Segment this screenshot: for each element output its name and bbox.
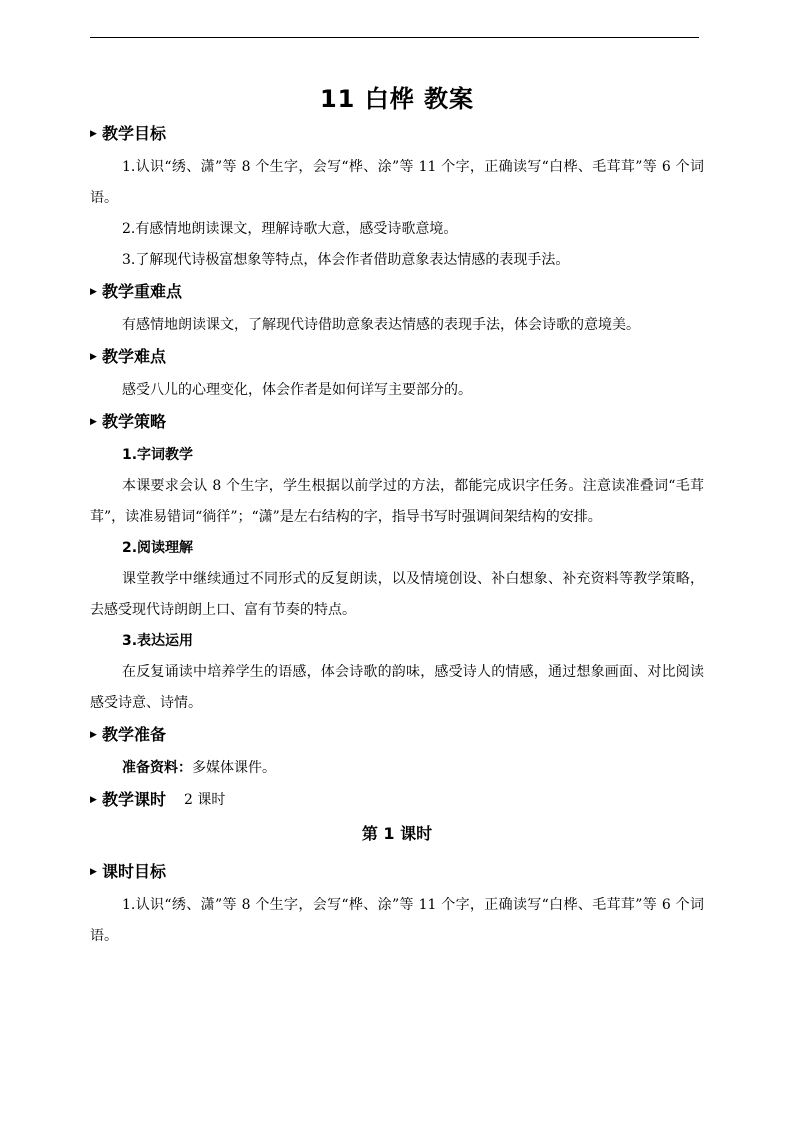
strategy-title: 2.阅读理解 [122, 540, 194, 556]
section-heading-label: 教学准备 [102, 725, 167, 744]
strategy-title: 1.字词教学 [122, 447, 194, 463]
section-heading-lesson-goals [90, 856, 704, 890]
section-heading-goals [90, 118, 704, 152]
goal-item: 1.认识“绣、潇”等 8 个生字，会写“桦、涂”等 11 个字，正确读写“白桦、毛茸茸”等 6 个词语。 [90, 159, 704, 206]
key-points-text: 有感情地朗读课文，了解现代诗借助意象表达情感的表现手法，体会诗歌的意境美。 [122, 317, 640, 333]
section-heading-label: 课时目标 [102, 862, 167, 881]
section-heading-strategies [90, 406, 704, 440]
section-heading-label: 教学策略 [102, 412, 167, 431]
triangle-bullet-icon: ▶ [90, 287, 97, 297]
document-body [90, 84, 704, 952]
preparation-text: 多媒体课件。 [192, 760, 276, 776]
section-heading-key-points [90, 276, 704, 310]
section-heading-label: 教学目标 [102, 124, 167, 143]
strategy-text: 本课要求会认 8 个生字，学生根据以前学过的方法，都能完成识字任务。注意读准叠词“毛茸茸”，读准易错词“徜徉”；“潇”是左右结构的字，指导书写时强调间架结构的安排。 [90, 478, 704, 525]
section-heading-label: 教学难点 [102, 347, 167, 366]
hours-value: 2 课时 [184, 792, 226, 808]
strategy-title: 3.表达运用 [122, 633, 194, 649]
triangle-bullet-icon: ▶ [90, 795, 97, 805]
lesson-goal-item: 1.认识“绣、潇”等 8 个生字，会写“桦、涂”等 11 个字，正确读写“白桦、毛茸茸”等 6 个词语。 [90, 897, 704, 944]
triangle-bullet-icon: ▶ [90, 352, 97, 362]
goal-item: 2.有感情地朗读课文，理解诗歌大意，感受诗歌意境。 [122, 221, 458, 237]
triangle-bullet-icon: ▶ [90, 129, 97, 139]
section-heading-hours [90, 784, 704, 818]
section-heading-label: 教学课时 [102, 790, 167, 809]
preparation-line [90, 753, 704, 784]
strategy-text: 课堂教学中继续通过不同形式的反复朗读，以及情境创设、补白想象、补充资料等教学策略，去感受现代诗朗朗上口、富有节奏的特点。 [90, 571, 704, 618]
triangle-bullet-icon: ▶ [90, 417, 97, 427]
header-rule [90, 37, 699, 38]
preparation-label: 准备资料： [122, 760, 192, 776]
triangle-bullet-icon: ▶ [90, 867, 97, 877]
triangle-bullet-icon: ▶ [90, 730, 97, 740]
lesson-title: 第 1 课时 [361, 824, 433, 843]
strategy-text: 在反复诵读中培养学生的语感，体会诗歌的韵味，感受诗人的情感，通过想象画面、对比阅读感受诗意、诗情。 [90, 664, 704, 711]
section-heading-label: 教学重难点 [102, 282, 183, 301]
document-title: 11 白桦 教案 [319, 85, 475, 113]
difficulties-text: 感受八儿的心理变化，体会作者是如何详写主要部分的。 [122, 382, 472, 398]
section-heading-preparation [90, 719, 704, 753]
section-heading-difficulties [90, 341, 704, 375]
goal-item: 3.了解现代诗极富想象等特点，体会作者借助意象表达情感的表现手法。 [122, 252, 570, 268]
